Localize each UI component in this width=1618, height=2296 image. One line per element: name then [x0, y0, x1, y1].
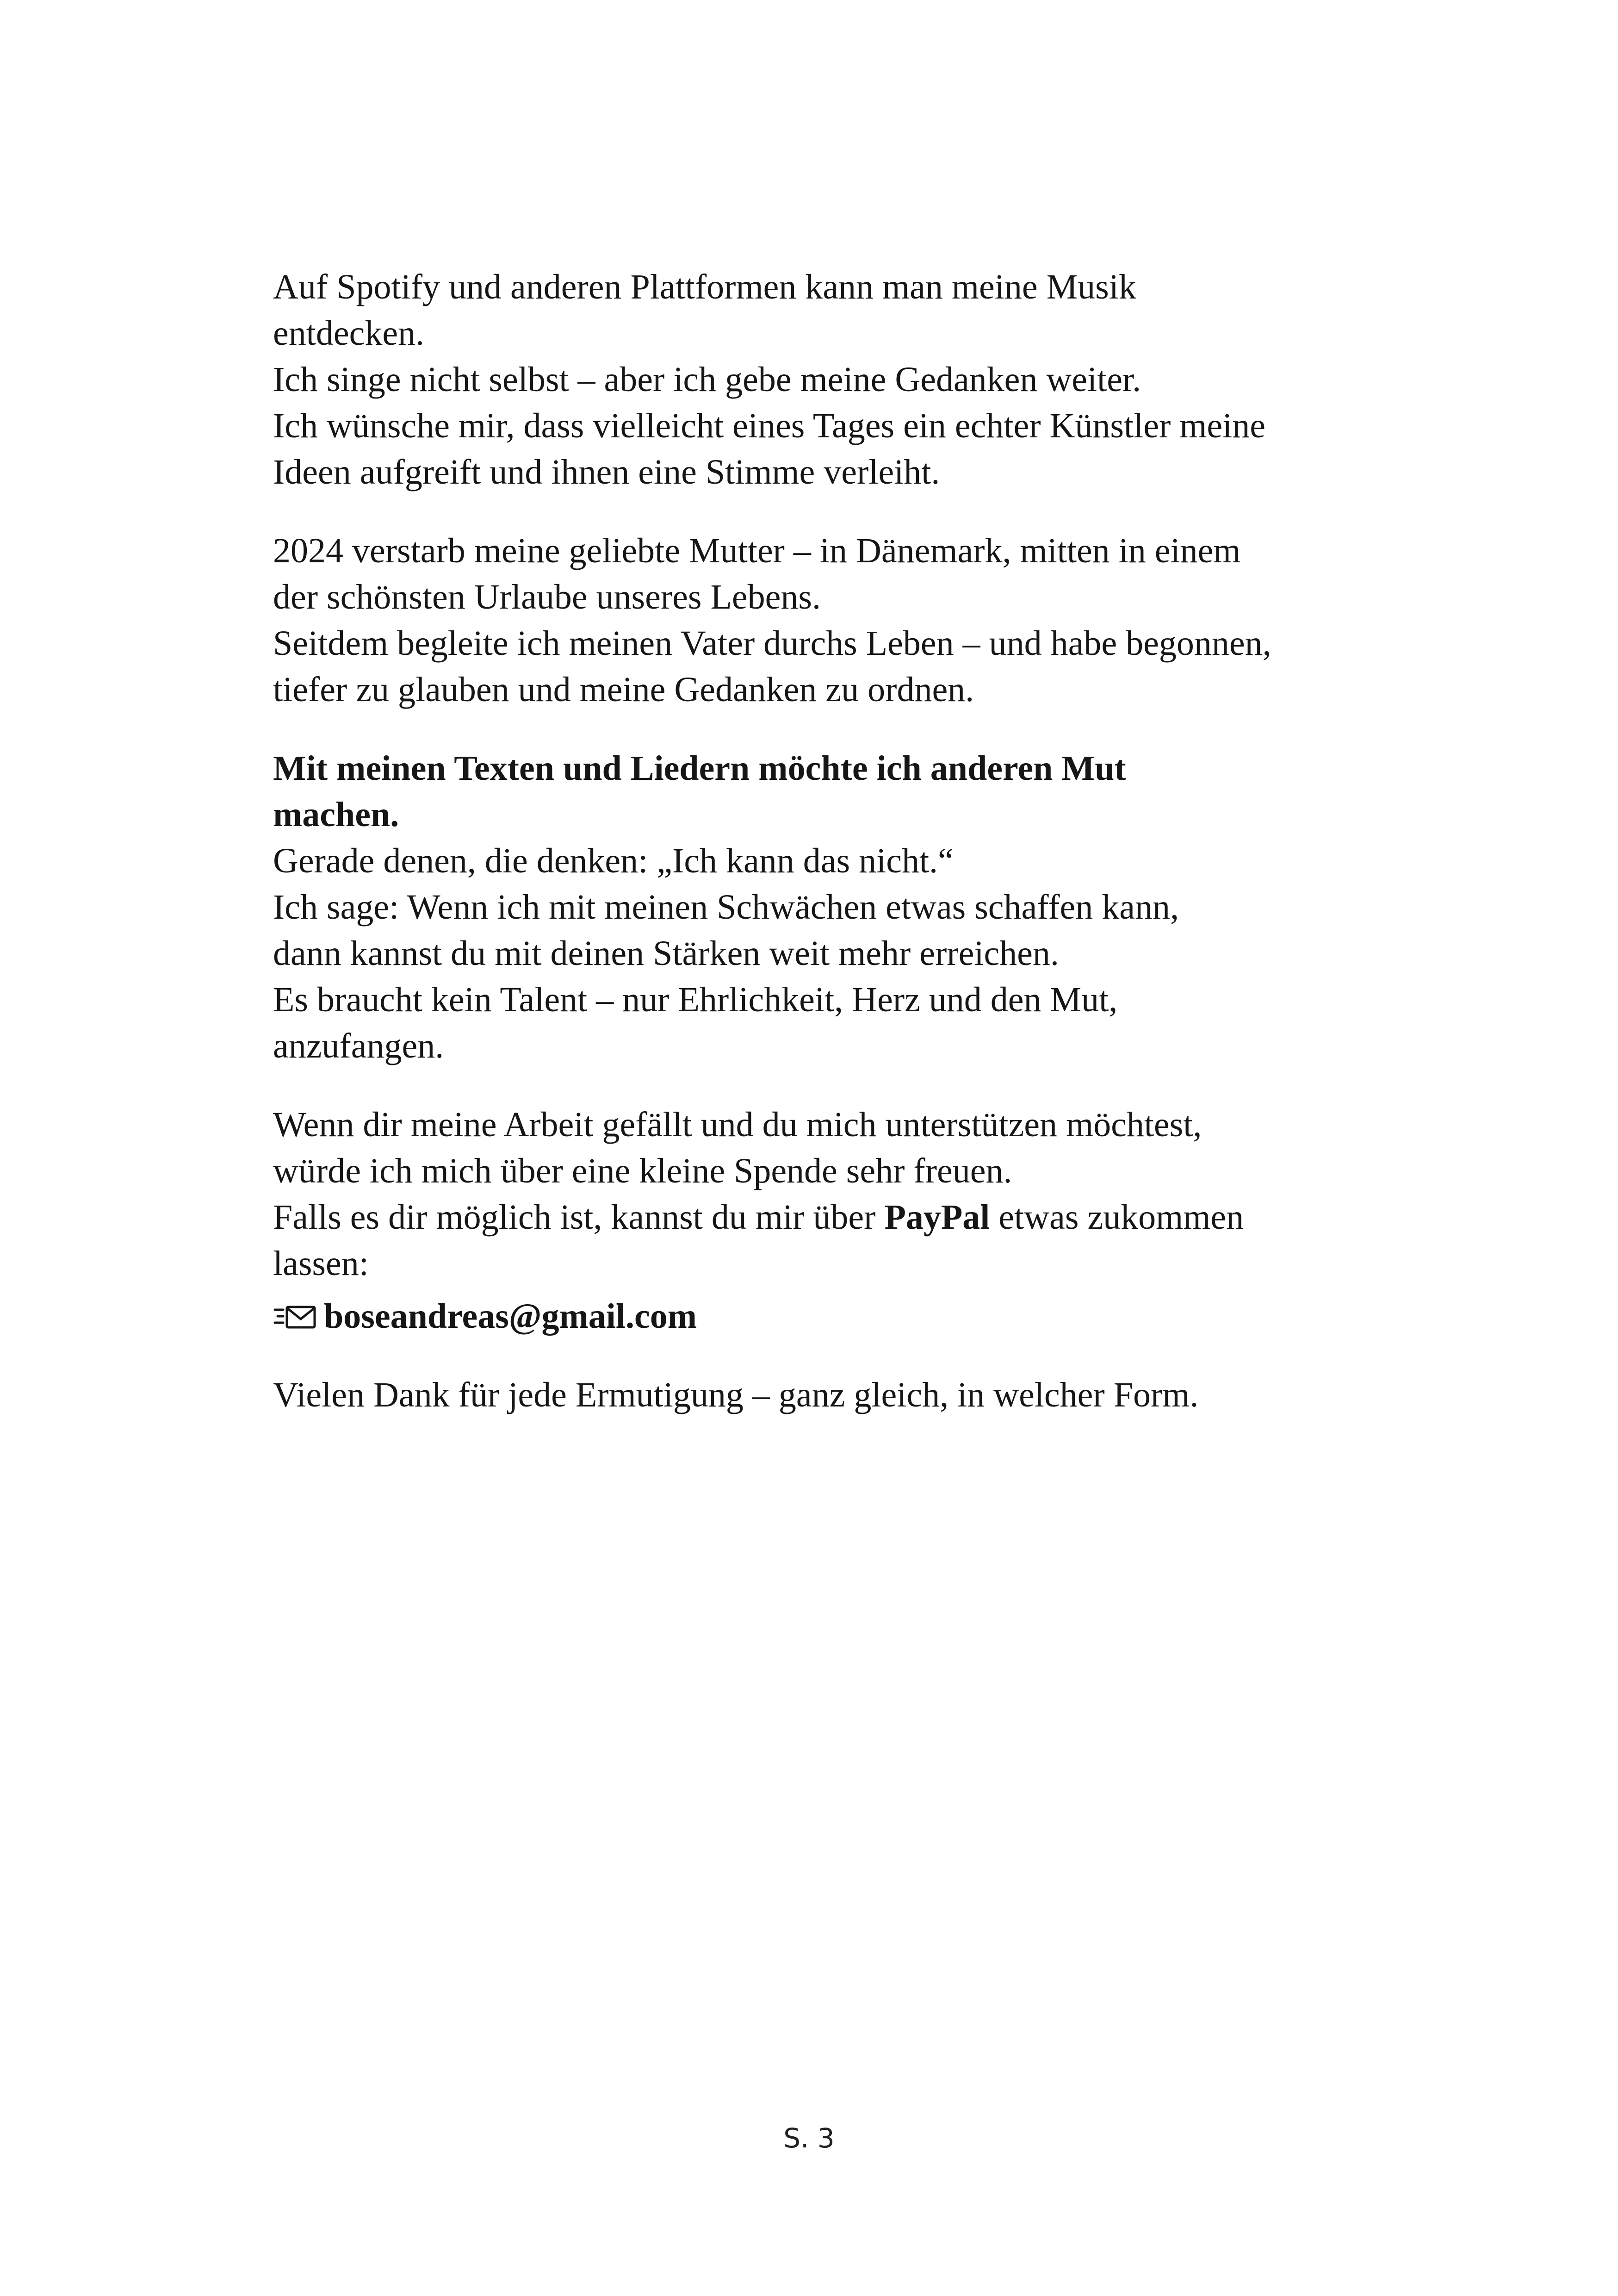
text-segment: etwas zukommen — [990, 1198, 1244, 1237]
text-line: Ich singe nicht selbst – aber ich gebe meine Gedanken weiter. — [273, 360, 1141, 399]
text-line: Auf Spotify und anderen Plattformen kann man meine Musik — [273, 268, 1136, 306]
text-line: Es braucht kein Talent – nur Ehrlichkeit, Herz und den Mut, — [273, 980, 1118, 1019]
paragraph-music — [273, 264, 1374, 495]
paragraph-gap — [273, 1339, 1374, 1372]
text-line: Ich sage: Wenn ich mit meinen Schwächen etwas schaffen kann, — [273, 888, 1179, 927]
paragraph-mother — [273, 528, 1374, 713]
text-line: Ideen aufgreift und ihnen eine Stimme verleiht. — [273, 453, 940, 492]
text-line: lassen: — [273, 1244, 369, 1283]
paragraph-donation — [273, 1101, 1374, 1339]
text-line: anzufangen. — [273, 1027, 444, 1065]
paragraph-gap — [273, 1069, 1374, 1101]
text-line: entdecken. — [273, 314, 425, 353]
text-line: der schönsten Urlaube unseres Lebens. — [273, 578, 821, 616]
page-number: S. 3 — [783, 2122, 835, 2154]
text-line: Ich wünsche mir, dass vielleicht eines Tages ein echter Künstler meine — [273, 406, 1265, 445]
email-send-icon — [273, 1303, 317, 1331]
page-content — [273, 264, 1374, 1418]
email-address[interactable]: boseandreas@gmail.com — [324, 1297, 697, 1336]
email-row — [273, 1293, 1374, 1339]
paragraph-closing — [273, 1372, 1374, 1418]
text-line: würde ich mich über eine kleine Spende sehr freuen. — [273, 1151, 1012, 1190]
text-line: 2024 verstarb meine geliebte Mutter – in Dänemark, mitten in einem — [273, 531, 1241, 570]
bold-text-line: Mit meinen Texten und Liedern möchte ich anderen Mut — [273, 749, 1126, 788]
text-line: Wenn dir meine Arbeit gefällt und du mich unterstützen möchtest, — [273, 1105, 1202, 1144]
text-line: Gerade denen, die denken: „Ich kann das nicht.“ — [273, 841, 954, 880]
text-line: dann kannst du mit deinen Stärken weit mehr erreichen. — [273, 934, 1059, 973]
paypal-line — [273, 1194, 1374, 1240]
paragraph-courage — [273, 745, 1374, 1069]
text-line: tiefer zu glauben und meine Gedanken zu ordnen. — [273, 670, 974, 709]
bold-text-line: machen. — [273, 795, 399, 834]
paragraph-gap — [273, 713, 1374, 745]
text-line: Seitdem begleite ich meinen Vater durchs Leben – und habe begonnen, — [273, 624, 1271, 663]
text-line: Vielen Dank für jede Ermutigung – ganz gleich, in welcher Form. — [273, 1375, 1199, 1414]
paragraph-gap — [273, 495, 1374, 528]
paypal-label: PayPal — [884, 1198, 990, 1237]
text-segment: Falls es dir möglich ist, kannst du mir über — [273, 1198, 885, 1237]
